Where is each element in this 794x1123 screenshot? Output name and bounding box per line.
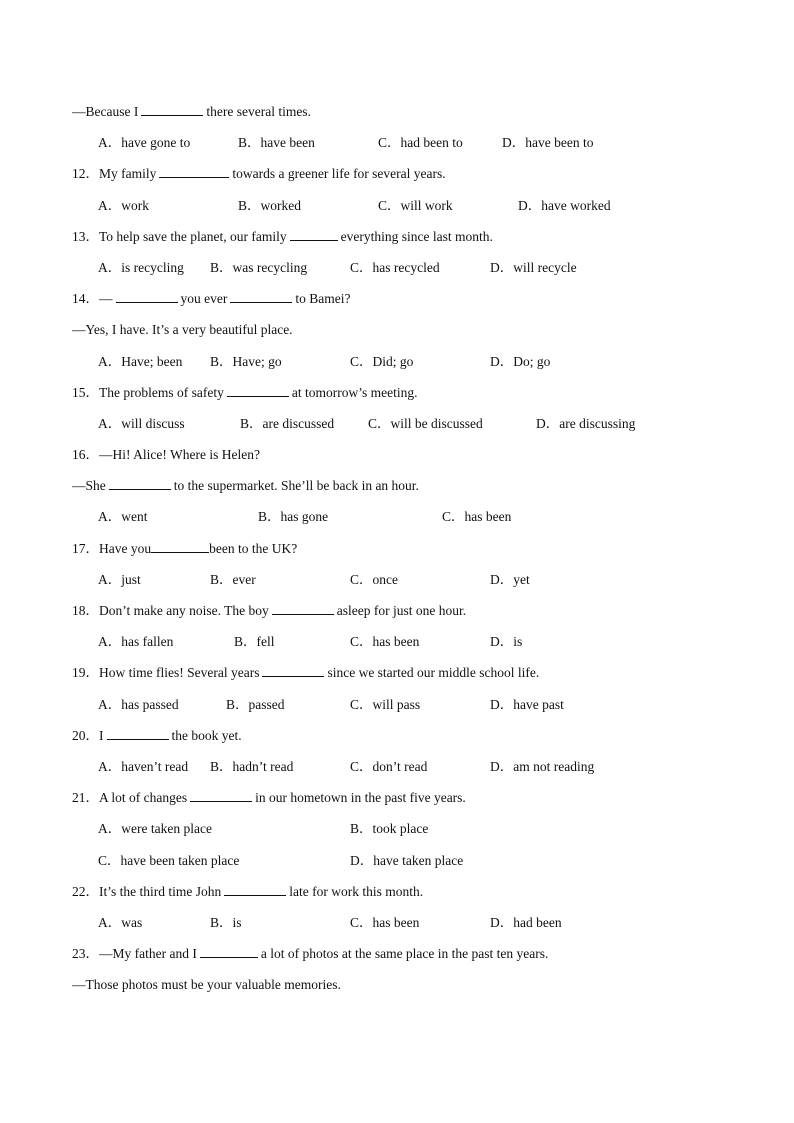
q11-response-end: there several times. — [206, 104, 311, 119]
option-c: C．has been — [442, 509, 512, 525]
question-number: 23． — [72, 946, 99, 962]
option-c: C．Did; go — [350, 353, 414, 369]
option-d: D．have been to — [502, 135, 594, 151]
answer-blank — [109, 477, 171, 490]
question-number: 22． — [72, 883, 99, 899]
q23-text-end: a lot of photos at the same place in the past ten years. — [260, 946, 549, 962]
option-c: C．had been to — [378, 135, 463, 151]
q21-options-row1 — [72, 819, 752, 850]
option-b: B．Have; go — [210, 353, 282, 369]
q23-text-start: —My father and I — [99, 946, 197, 962]
option-b: B．have been — [238, 135, 315, 151]
option-d: D．am not reading — [490, 758, 595, 774]
q18-options — [72, 632, 752, 663]
option-a: A．just — [98, 571, 141, 587]
question-list — [72, 102, 752, 1006]
q15-options — [72, 414, 752, 445]
q13-options — [72, 258, 752, 289]
q14-stem — [72, 289, 752, 320]
q16-response-end: to the supermarket. She’ll be back in an hour. — [173, 478, 419, 494]
option-a: A．went — [98, 509, 148, 525]
answer-blank — [200, 945, 258, 958]
option-b: B．hadn’t read — [210, 758, 294, 774]
option-b: B．was recycling — [210, 259, 308, 275]
answer-blank — [290, 228, 338, 241]
option-a: A．was — [98, 914, 143, 930]
option-a: A．has fallen — [98, 634, 174, 650]
q21-stem — [72, 788, 752, 819]
answer-blank — [224, 883, 286, 896]
q12-text-end: towards a greener life for several years. — [232, 166, 446, 182]
answer-blank — [151, 540, 209, 553]
q23-stem — [72, 944, 752, 975]
q15-text-end: at tomorrow’s meeting. — [291, 384, 418, 400]
option-c: C．has recycled — [350, 259, 440, 275]
option-c: C．has been — [350, 914, 420, 930]
q12-text-start: My family — [99, 166, 157, 182]
q17-text-start: Have you — [99, 540, 152, 556]
q21-options-row2 — [72, 851, 752, 882]
option-b: B．took place — [350, 821, 429, 837]
question-number: 14． — [72, 291, 99, 307]
q18-text-end: asleep for just one hour. — [336, 603, 467, 618]
q13-text-end: everything since last month. — [340, 228, 493, 244]
q12-stem — [72, 164, 752, 195]
q11-response-start: —Because I — [72, 104, 139, 119]
q20-text-end: the book yet. — [171, 727, 242, 743]
option-a: A．were taken place — [98, 821, 212, 837]
q14-options — [72, 352, 752, 383]
q20-options — [72, 757, 752, 788]
q19-text-start: How time flies! Several years — [99, 665, 260, 681]
option-b: B．fell — [234, 634, 275, 650]
option-a: A．is recycling — [98, 259, 184, 275]
option-c: C．has been — [350, 634, 420, 650]
question-number: 21． — [72, 790, 99, 806]
answer-blank — [141, 103, 203, 116]
q21-text-start: A lot of changes — [99, 790, 188, 806]
q22-options — [72, 913, 752, 944]
q14-dash: — — [99, 291, 113, 307]
option-c: C．don’t read — [350, 758, 428, 774]
q13-text-start: To help save the planet, our family — [99, 228, 287, 244]
q19-text-end: since we started our middle school life. — [327, 665, 540, 681]
q17-text-end: been to the UK? — [209, 540, 298, 556]
q16-stem — [72, 445, 752, 476]
q15-text-start: The problems of safety — [99, 384, 224, 400]
option-b: B．ever — [210, 571, 256, 587]
q22-text-start: It’s the third time John — [99, 883, 222, 899]
question-number: 19． — [72, 665, 99, 681]
option-c: C．will be discussed — [368, 415, 483, 431]
q17-options — [72, 570, 752, 601]
q16-response — [72, 476, 752, 507]
option-c: C．have been taken place — [98, 852, 240, 868]
option-a: A．will discuss — [98, 415, 185, 431]
q20-text-start: I — [99, 727, 104, 743]
q18-stem — [72, 601, 752, 632]
option-d: D．have taken place — [350, 852, 464, 868]
q14-text-middle: you ever — [180, 291, 228, 307]
option-a: A．has passed — [98, 696, 179, 712]
q14-text-end: to Bamei? — [295, 291, 351, 307]
question-number: 20． — [72, 727, 99, 743]
answer-blank — [227, 384, 289, 397]
q16-response-start: —She — [72, 478, 106, 494]
q11-options — [72, 133, 752, 164]
option-b: B．passed — [226, 696, 285, 712]
answer-blank — [159, 165, 229, 178]
question-number: 18． — [72, 603, 99, 618]
answer-blank — [262, 664, 324, 677]
option-d: D．have past — [490, 696, 564, 712]
q20-stem — [72, 726, 752, 757]
answer-blank — [107, 727, 169, 740]
option-d: D．had been — [490, 914, 562, 930]
q17-stem — [72, 539, 752, 570]
option-a: A．have gone to — [98, 135, 191, 151]
option-a: A．work — [98, 197, 149, 213]
option-d: D．is — [490, 634, 523, 650]
q16-text: —Hi! Alice! Where is Helen? — [99, 447, 260, 463]
option-b: B．worked — [238, 197, 301, 213]
option-b: B．has gone — [258, 509, 329, 525]
q15-stem — [72, 383, 752, 414]
option-c: C．will work — [378, 197, 453, 213]
q19-stem — [72, 663, 752, 694]
question-number: 13． — [72, 228, 99, 244]
question-number: 16． — [72, 447, 99, 463]
answer-blank — [230, 290, 292, 303]
option-d: D．will recycle — [490, 259, 577, 275]
q22-text-end: late for work this month. — [289, 883, 424, 899]
question-number: 15． — [72, 384, 99, 400]
q14-response: —Yes, I have. It’s a very beautiful place. — [72, 322, 293, 338]
option-a: A．haven’t read — [98, 758, 189, 774]
q19-options — [72, 695, 752, 726]
option-b: B．are discussed — [240, 415, 335, 431]
question-number: 12． — [72, 166, 99, 182]
answer-blank — [272, 602, 334, 615]
q22-stem — [72, 882, 752, 913]
q16-options — [72, 507, 752, 538]
option-d: D．are discussing — [536, 415, 636, 431]
option-c: C．once — [350, 571, 398, 587]
q13-stem — [72, 227, 752, 258]
q21-text-end: in our hometown in the past five years. — [255, 790, 466, 806]
option-d: D．have worked — [518, 197, 611, 213]
q11-response — [72, 102, 752, 133]
option-b: B．is — [210, 914, 242, 930]
q23-response: —Those photos must be your valuable memories. — [72, 977, 341, 993]
answer-blank — [116, 290, 178, 303]
option-d: D．yet — [490, 571, 530, 587]
answer-blank — [190, 789, 252, 802]
q18-text-start: Don’t make any noise. The boy — [99, 603, 269, 618]
q12-options — [72, 196, 752, 227]
option-d: D．Do; go — [490, 353, 551, 369]
option-a: A．Have; been — [98, 353, 183, 369]
option-c: C．will pass — [350, 696, 421, 712]
question-number: 17． — [72, 540, 99, 556]
